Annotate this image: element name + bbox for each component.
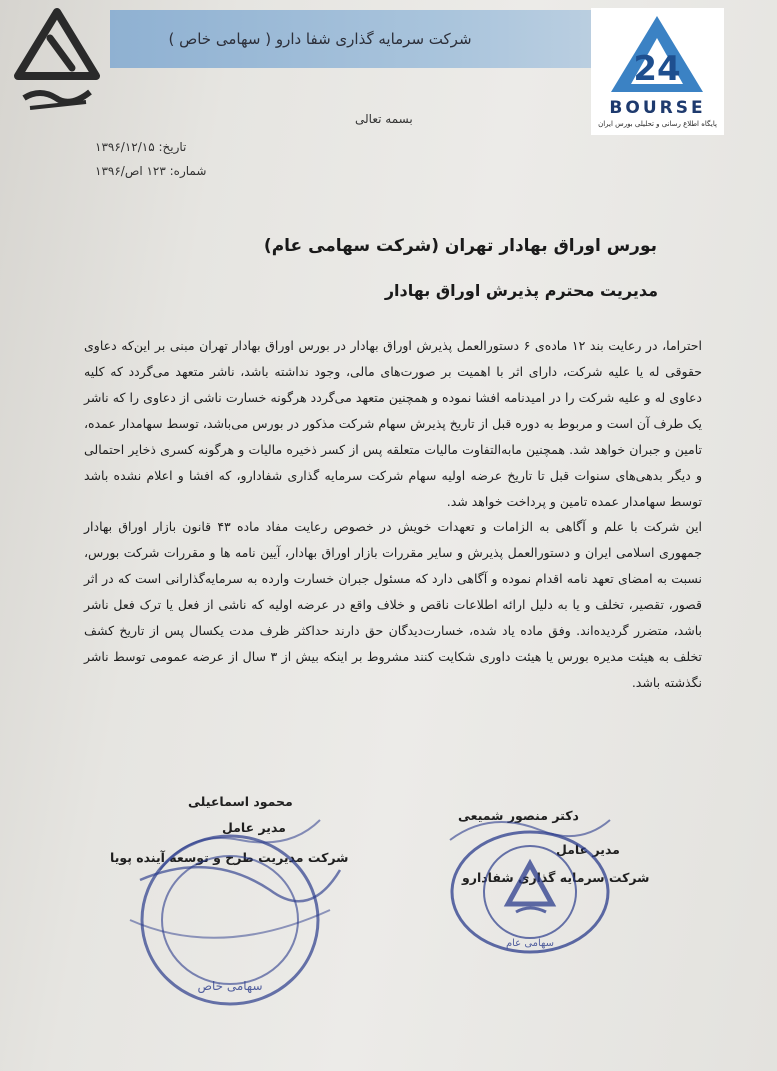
bourse-number: 24 [633,49,681,89]
left-signatory-company: شرکت مدیریت طرح و توسعه آینده پویا [110,850,349,865]
left-company-stamp [100,810,360,1020]
left-signatory-name: محمود اسماعیلی [188,794,293,809]
body-paragraph-2: این شرکت با علم و آگاهی به الزامات و تعهدات خویش در خصوص رعایت مفاد ماده ۴۳ قانون بازار اوراق بهادار جمهوری اسلامی ایران و دستورالعمل پذیرش و سایر مقررات بازار اوراق بهادار، آیین نامه ها و مقررات شرکت بورس، نسبت به امضای تعهد نامه اقدام نموده و آگاهی دارد که مسئول جبران خسارت وارده به سرمایه‌گذارانی است که در اثر قصور، تقصیر، تخلف و یا به دلیل ارائه اطلاعات ناقص و خلاف واقع در عرضه اولیه که ناشی از فعل یا ترک فعل ناشر باشد، متضرر گردیده‌اند. وفق ماده یاد شده، خسارت‌دیدگان حق دارند حداکثر ظرف مدت یکسال پس از تاریخ کشف تخلف به هیئت مدیره بورس یا هیئت داوری شکایت کنند مشروط بر اینکه بیش از ۳ سال از عرضه عمومی توسط ناشر نگذشته باشد. [84,519,703,690]
company-logo [10,4,105,124]
bourse-watermark [591,8,724,135]
right-company-stamp [430,800,630,970]
right-stamp-text: سهامی عام [505,938,555,949]
letter-number: شماره: ۱۲۳ اص/۱۳۹۶ [95,164,207,178]
recipient-line-2: مدیریت محترم پذیرش اوراق بهادار [384,281,658,300]
right-signatory-company: شرکت سرمایه گذاری شفادارو [462,870,650,885]
bourse-logo-icon [591,8,724,100]
letter-date: تاریخ: ۱۳۹۶/۱۲/۱۵ [95,140,187,154]
left-stamp-text: سهامی خاص [197,979,263,993]
bourse-subtitle: پایگاه اطلاع رسانی و تحلیلی بورس ایران [598,120,717,128]
company-name: شرکت سرمایه گذاری شفا دارو ( سهامی خاص ) [168,30,472,48]
bismillah: بسمه تعالی [355,112,413,126]
bourse-word: BOURSE [609,98,706,118]
left-signatory-title: مدیر عامل [222,820,286,835]
right-signatory-name: دکتر منصور شمیعی [458,808,579,823]
body-paragraph-1: احتراما، در رعایت بند ۱۲ ماده‌ی ۶ دستورالعمل پذیرش اوراق بهادار در بورس اوراق بهادار تهران مبنی بر این‌که دعاوی حقوقی له یا علیه شرکت، دارای اثر با اهمیت بر صورت‌های مالی، وجود نداشته باشد، ناشر متعهد می‌گردد که کلیه دعاوی له و علیه شرکت را در امیدنامه افشا نموده و همچنین متعهد می‌گردد هرگونه خسارت ناشی از دعاوی را که ناشر یک طرف آن است و مربوط به دوره قبل از تاریخ پذیرش سهام شرکت مذکور در بورس می‌باشد، توسط سهامدار عمده، تامین و جبران خواهد شد. همچنین مابه‌التفاوت مالیات متعلقه پس از کسر ذخیره مالیات و هرگونه کسری ذخایر احتمالی و دیگر بدهی‌های سنوات قبل تا تاریخ عرضه اولیه سهام شرکت سرمایه گذاری شفادارو، که افشا و اعلام نشده باشد توسط سهامدار عمده تامین و پرداخت خواهد شد. [84,338,702,509]
right-signatory-title: مدیر عامل [556,842,620,857]
recipient-line-1: بورس اوراق بهادار تهران (شرکت سهامی عام) [263,236,657,256]
